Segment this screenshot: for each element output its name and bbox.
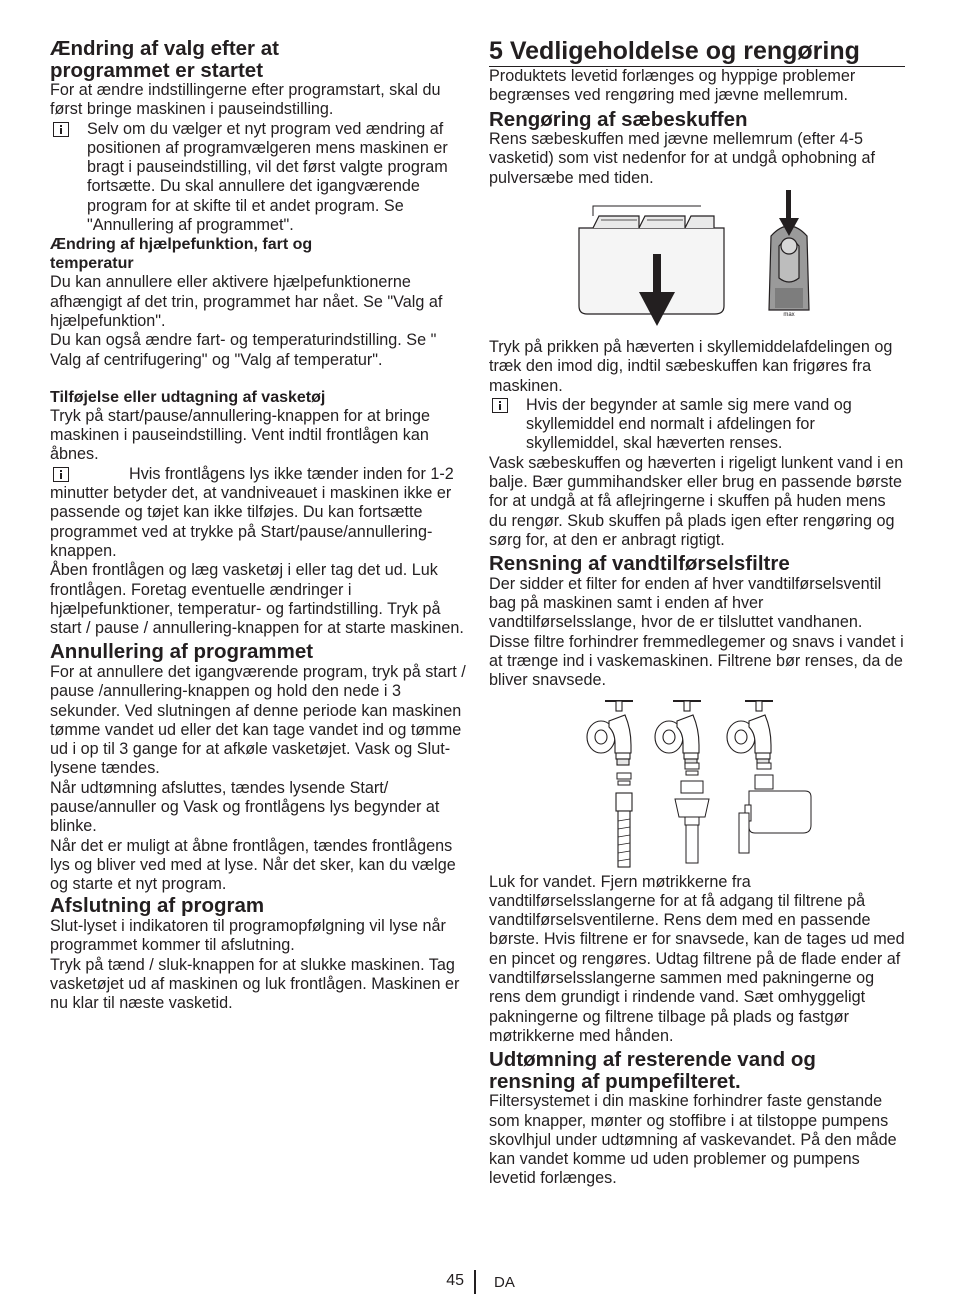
footer-divider bbox=[474, 1270, 476, 1294]
left-column bbox=[50, 38, 468, 1013]
chapter-title: 5 Vedligeholdelse og rengøring bbox=[489, 38, 905, 67]
note-text: Hvis der begynder at samle sig mere vand og skyllemiddel end normalt i afdelingen for skyllemiddel, skal hæverten renses. bbox=[526, 395, 852, 453]
paragraph: Slut-lyset i indikatoren til programopfølgning vil lyse når programmet kommer til afslutning. bbox=[50, 916, 446, 955]
paragraph: Luk for vandet. Fjern møtrikkerne fra vandtilførselsslangerne for at få adgang til filtrene på vandtilførselsventilerne. Rens dem med en passende børste. Hvis filtrene er for snavsede, kan de tages ud med en pincet og rengøres. Udtag filtrene på de flade ender af vandtilførselsslangerne sammen med pakningerne og rens dem grundigt i rindende vand. Sæt omhyggeligt pakningerne og filtrene tilbage på plads og fastgør møtrikkerne med hånden. bbox=[489, 872, 905, 1045]
paragraph: For at ændre indstillingerne efter programstart, skal du først bringe maskinen i pauseindstilling. bbox=[50, 81, 441, 119]
paragraph: Der sidder et filter for enden af hver vandtilførselsventil bag på maskinen samt i enden af hver vandtilførselsslange, hvor de er tilsluttet vandhanen. Disse filtre forhindrer fremmedlegemer og snavs i vandet i at trænge ind i vaskemaskinen. Filtrene bør renses, da de bliver snavsede. bbox=[489, 574, 904, 690]
siphon-max-label: max bbox=[783, 311, 795, 318]
tap-1-drawing bbox=[587, 701, 633, 867]
info-icon bbox=[53, 467, 69, 482]
paragraph: Filtersystemet i din maskine forhindrer faste genstande som knapper, mønter og stoffibre i at tilstoppe pumpens skovlhjul under udtømning af vaskevandet. På den måde kan vandet komme ud uden problemer og pumpens levetid forlænges. bbox=[489, 1092, 897, 1188]
detergent-drawer-illustration bbox=[489, 188, 905, 338]
section-title-change-aux-function: Ændring af hjælpefunktion, fart og temperatur bbox=[50, 236, 313, 273]
paragraph: Vask sæbeskuffen og hæverten i rigeligt lunkent vand i en balje. Bær gummihandsker eller brug en passende børste for at undgå at få aflejringerne i skuffen på huden mens du rengør. Skub skuffen på plads igen efter rengøring og sørg for, at den er anbragt rigtigt. bbox=[489, 453, 904, 549]
section-title-change-selection: Ændring af valg efter at programmet er startet bbox=[50, 37, 279, 82]
paragraph: Produktets levetid forlænges og hyppige problemer begrænses ved rengøring med jævne mellemrum. bbox=[489, 67, 856, 105]
paragraph: Tryk på start/pause/annullering-knappen for at bringe maskinen i pauseindstilling. Vent indtil frontlågen kan åbnes. bbox=[50, 406, 431, 464]
paragraph: Når udtømning afsluttes, tændes lysende Start/ pause/annuller og Vask og frontlågens lys begynder at blinke. bbox=[50, 778, 440, 836]
paragraph: Du kan annullere eller aktivere hjælpefunktionerne afhængigt af det trin, programmet har nået. Se "Valg af hjælpefunktion". bbox=[50, 273, 443, 330]
paragraph: Du kan også ændre fart- og temperaturindstilling. Se " Valg af centrifugering" og "Valg af temperatur". bbox=[50, 331, 437, 369]
paragraph: For at annullere det igangværende program, tryk på start / pause /annullering-knappen og hold den nede i 3 sekunder. Ved slutningen af denne periode kan maskinen tømme vandet ud eller det kan tage vandet ind og tømme ud i op til 3 gange for at afkøle vasketøjet. Vask og Slut-lysene tændes. bbox=[50, 662, 466, 778]
page-footer bbox=[0, 1270, 954, 1294]
paragraph: Rens sæbeskuffen med jævne mellemrum (efter 4-5 vasketid) som vist nedenfor for at undgå ophobning af pulversæbe med tiden. bbox=[489, 130, 876, 187]
note-text: Selv om du vælger et nyt program ved ændring af positionen af programvælgeren mens maskinen er bragt i pauseindstilling, vil det først valgte program fortsætte. Du skal annullere det igangværende program for at skifte til et andet program. Se "Annullering af programmet". bbox=[87, 119, 448, 235]
paragraph: Tryk på prikken på hæverten i skyllemiddelafdelingen og træk den imod dig, indtil sæbeskuffen kan frigøres fra maskinen. bbox=[489, 337, 893, 395]
right-column bbox=[489, 38, 905, 1189]
section-title-add-remove-laundry: Tilføjelse eller udtagning af vasketøj bbox=[50, 388, 326, 406]
note-text: Hvis frontlågens lys ikke tænder inden for 1-2 minutter betyder det, at vandniveauet i maskinen ikke er passende og tøjet kan ikke tilføjes. Du kan fortsætte programmet ved at trykke på Start/pause/annullering-knappen. bbox=[50, 464, 454, 560]
inlet-filter-illustration bbox=[489, 691, 905, 873]
section-title-cancel-program: Annullering af programmet bbox=[50, 640, 314, 664]
info-icon bbox=[492, 398, 508, 413]
info-note bbox=[50, 120, 468, 236]
section-title-end-program: Afslutning af program bbox=[50, 894, 265, 918]
siphon-drawing bbox=[769, 226, 809, 318]
info-icon bbox=[53, 122, 69, 137]
section-title-clean-detergent-drawer: Rengøring af sæbeskuffen bbox=[489, 107, 748, 131]
paragraph: Åben frontlågen og læg vasketøj i eller tag det ud. Luk frontlågen. Foretag eventuelle ændringer i hjælpefunktioner, temperatur- og fartindstilling. Tryk på start / pause / annullering-knappen for at starte maskinen. bbox=[50, 561, 464, 638]
section-title-drain-pump-filter: Udtømning af resterende vand og rensning af pumpefilteret. bbox=[489, 1048, 816, 1093]
page-number: 45 bbox=[446, 1272, 464, 1289]
info-note bbox=[489, 396, 905, 454]
tap-2-drawing bbox=[655, 701, 709, 863]
paragraph: Tryk på tænd / sluk-knappen for at slukke maskinen. Tag vasketøjet ud af maskinen og luk frontlågen. Maskinen er nu klar til næste vasketid. bbox=[50, 955, 460, 1013]
tap-3-drawing bbox=[727, 701, 811, 853]
section-title-clean-inlet-filters: Rensning af vandtilførselsfiltre bbox=[489, 552, 790, 576]
info-note bbox=[50, 465, 468, 561]
paragraph: Når det er muligt at åbne frontlågen, tændes frontlågens lys og bliver ved med at lyse. Når det sker, kan du vælge og starte et nyt program. bbox=[50, 836, 456, 894]
language-code: DA bbox=[494, 1274, 515, 1291]
